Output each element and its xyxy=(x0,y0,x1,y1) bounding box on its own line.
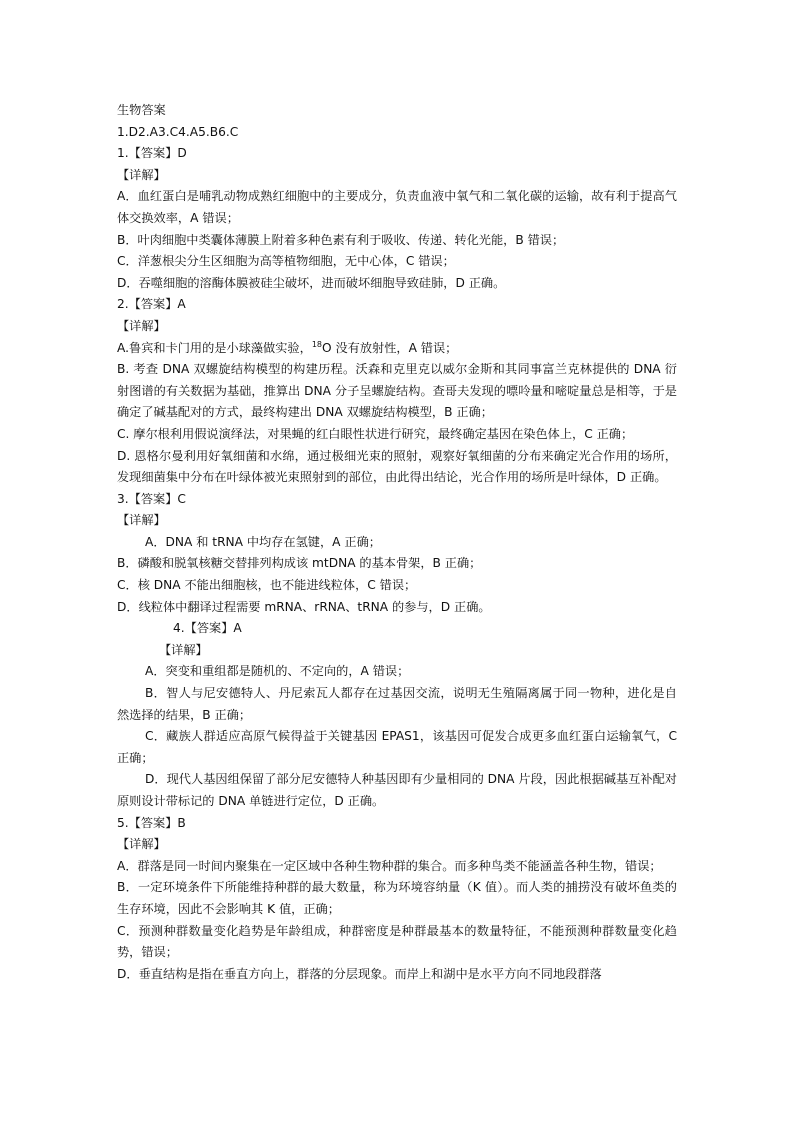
q5-detail-heading: 【详解】 xyxy=(117,837,166,852)
q2-option-a-post: O 没有放射性，A 错误； xyxy=(322,340,458,355)
q1-option-b: B．叶肉细胞中类囊体薄膜上附着多种色素有利于吸收、传递、转化光能，B 错误； xyxy=(117,232,565,247)
q3-detail-heading: 【详解】 xyxy=(117,513,166,528)
q3-option-c: C．核 DNA 不能出细胞核，也不能进线粒体，C 错误； xyxy=(117,578,417,593)
q2-option-a xyxy=(117,338,677,360)
q3-option-d: D．线粒体中翻译过程需要 mRNA、rRNA、tRNA 的参与，D 正确。 xyxy=(117,599,491,614)
q1-answer: 1.【答案】D xyxy=(117,146,187,161)
q2-option-c: C. 摩尔根利用假说演绎法，对果蝇的红白眼性状进行研究，最终确定基因在染色体上，C 正确； xyxy=(117,426,634,441)
q5-option-c: C．预测种群数量变化趋势是年龄组成，种群密度是种群最基本的数量特征，不能预测种群数量变化趋势，错误； xyxy=(117,923,677,960)
doc-title: 生物答案 xyxy=(117,103,166,117)
q3-option-a: A．DNA 和 tRNA 中均存在氢键，A 正确； xyxy=(145,534,381,549)
answer-summary: 1.D2.A3.C4.A5.B6.C xyxy=(117,124,239,139)
q2-detail-heading: 【详解】 xyxy=(117,318,166,333)
q3-answer: 3.【答案】C xyxy=(117,491,186,506)
q4-option-a: A．突变和重组都是随机的、不定向的，A 错误； xyxy=(145,664,410,679)
q1-option-a: A．血红蛋白是哺乳动物成熟红细胞中的主要成分，负责血液中氧气和二氧化碳的运输，故有利于提高气体交换效率，A 错误； xyxy=(117,189,677,225)
q3-option-b: B．磷酸和脱氧核糖交替排列构成该 mtDNA 的基本骨架，B 正确； xyxy=(117,556,482,571)
isotope-superscript: 18 xyxy=(311,339,322,349)
q1-option-d: D．吞噬细胞的溶酶体膜被硅尘破坏，进而破坏细胞导致硅肺，D 正确。 xyxy=(117,275,506,290)
q4-option-d: D．现代人基因组保留了部分尼安德特人种基因即有少量相同的 DNA 片段，因此根据碱基互补配对原则设计带标记的 DNA 单链进行定位，D 正确。 xyxy=(117,772,677,808)
q4-option-b: B．智人与尼安德特人、丹尼索瓦人都存在过基因交流，说明无生殖隔离属于同一物种，进化是自然选择的结果，B 正确； xyxy=(117,686,677,722)
q5-answer: 5.【答案】B xyxy=(117,815,186,830)
q4-answer: 4.【答案】A xyxy=(173,621,242,636)
q4-option-c: C．藏族人群适应高原气候得益于关键基因 EPAS1，该基因可促发合成更多血红蛋白运输氧气，C 正确； xyxy=(117,729,677,765)
answer-document xyxy=(117,100,677,985)
q5-option-a: A．群落是同一时间内聚集在一定区域中各种生物种群的集合。而多种鸟类不能涵盖各种生物，错误； xyxy=(117,858,662,873)
q5-option-b: B．一定环境条件下所能维持种群的最大数量，称为环境容纳量（K 值）。而人类的捕捞没有破坏鱼类的生存环境，因此不会影响其 K 值，正确； xyxy=(117,880,677,916)
q2-answer: 2.【答案】A xyxy=(117,297,186,312)
q1-option-c: C．洋葱根尖分生区细胞为高等植物细胞，无中心体，C 错误； xyxy=(117,254,455,269)
q2-option-a-pre: A.鲁宾和卡门用的是小球藻做实验， xyxy=(117,340,312,355)
q1-detail-heading: 【详解】 xyxy=(117,167,166,182)
q2-option-b: B. 考查 DNA 双螺旋结构模型的构建历程。沃森和克里克以威尔金斯和其同事富兰克林提供的 DNA 衍射图谱的有关数据为基础，推算出 DNA 分子呈螺旋结构。查哥夫发现的嘌呤量和嘧啶量总是相等，于是确定了碱基配对的方式，最终构建出 DNA 双螺旋结构模型，B 正确； xyxy=(117,362,677,420)
q5-option-d: D．垂直结构是指在垂直方向上，群落的分层现象。而岸上和湖中是水平方向不同地段群落 xyxy=(117,966,602,981)
q2-option-d: D. 恩格尔曼利用好氧细菌和水绵，通过极细光束的照射，观察好氧细菌的分布来确定光合作用的场所，发现细菌集中分布在叶绿体被光束照射到的部位，由此得出结论，光合作用的场所是叶绿体，D 正确。 xyxy=(117,448,677,485)
q4-detail-heading: 【详解】 xyxy=(159,642,208,657)
